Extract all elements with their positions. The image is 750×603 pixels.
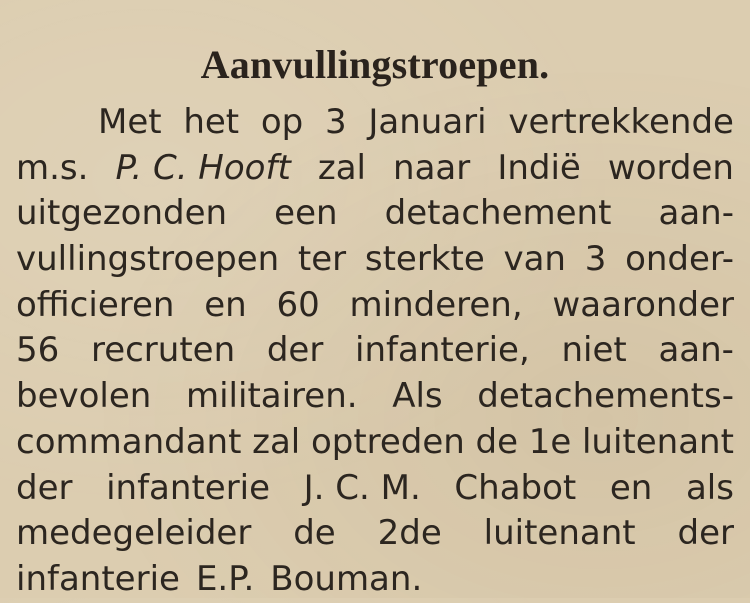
article-word: Als	[392, 376, 443, 417]
article-word: waaronder	[552, 284, 734, 325]
article-word: Met	[98, 102, 162, 142]
article-line	[16, 283, 734, 329]
article-word: aan-	[658, 330, 734, 371]
article-word: 56	[16, 330, 60, 371]
article-word: der	[266, 330, 324, 371]
article-word: sterkte	[364, 239, 485, 280]
article-word: worden	[607, 147, 734, 188]
article-word: vullingstroepen	[16, 239, 280, 280]
article-word: de	[293, 513, 336, 554]
article-line	[16, 466, 734, 512]
article-word: recruten	[90, 330, 236, 371]
article-word: Januari	[368, 102, 487, 142]
article-word: 1e	[528, 421, 572, 462]
article-word: infanterie,	[355, 330, 530, 371]
article-word: luitenant	[581, 421, 734, 462]
article-line	[16, 100, 734, 146]
article-word: 3	[325, 102, 347, 142]
article-word: der	[677, 513, 734, 554]
article-word: bevolen	[16, 376, 152, 417]
article-word: m.s.	[16, 147, 89, 188]
article-word: officieren	[16, 284, 175, 325]
article-word: infanterie	[106, 467, 271, 508]
article-word: 2de	[377, 513, 442, 554]
article-body	[16, 100, 734, 603]
article-headline: Aanvullingstroepen.	[200, 41, 550, 87]
ship-name: P. C. Hooft	[115, 147, 291, 188]
article-line	[16, 511, 734, 557]
article-line	[16, 557, 734, 603]
article-word: zal	[252, 421, 301, 462]
article-word: 3	[584, 239, 607, 280]
article-word: detachement	[384, 193, 612, 234]
article-word: vertrekkende	[508, 102, 734, 142]
article-word: uitgezonden	[16, 193, 228, 234]
article-word: der	[16, 467, 73, 508]
article-word: het	[183, 102, 240, 142]
article-word: naar	[393, 147, 471, 188]
article-line	[16, 374, 734, 420]
article-word: ter	[297, 239, 347, 280]
article-word: minderen,	[349, 284, 523, 325]
article-word: de	[475, 421, 519, 462]
article-word: medegeleider	[16, 513, 252, 554]
article-word: als	[685, 467, 734, 508]
article-line	[16, 146, 734, 192]
article-word: detachements-	[477, 376, 734, 417]
article-word: aan-	[658, 193, 734, 234]
article-word: zal	[317, 147, 366, 188]
article-word: Bouman.	[270, 558, 423, 599]
article-word: een	[274, 193, 338, 234]
article-word: onder-	[625, 239, 734, 280]
article-word: en	[609, 467, 653, 508]
article-word: luitenant	[483, 513, 636, 554]
article-word: van	[503, 239, 566, 280]
article-word: commandant	[16, 421, 242, 462]
article-word: 60	[276, 284, 320, 325]
article-word: Chabot	[454, 467, 577, 508]
article-line	[16, 191, 734, 237]
article-word: E.P.	[195, 558, 255, 599]
article-word: infanterie	[16, 558, 180, 599]
article-word: J. C. M.	[303, 467, 421, 508]
article-word: op	[260, 102, 304, 142]
article-word: niet	[561, 330, 627, 371]
article-line	[16, 237, 734, 283]
article-word: optreden	[310, 421, 465, 462]
article-word: militairen.	[185, 376, 358, 417]
article-word: en	[204, 284, 247, 325]
article-line	[16, 328, 734, 374]
article-line	[16, 420, 734, 466]
article-word: Indië	[497, 147, 581, 188]
